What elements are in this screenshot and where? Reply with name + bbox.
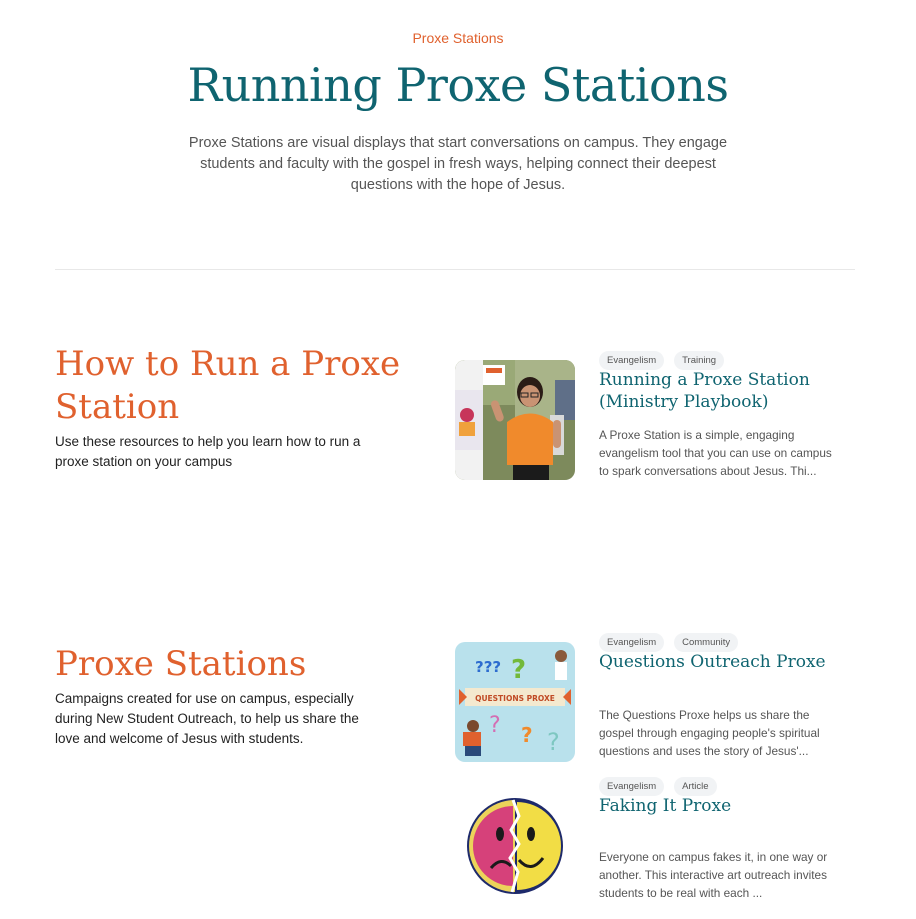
card-tags bbox=[599, 777, 717, 796]
section-divider bbox=[55, 269, 855, 270]
resource-card-faking-it[interactable] bbox=[455, 781, 855, 911]
card-tags bbox=[599, 633, 738, 652]
card-excerpt: Everyone on campus fakes it, in one way or another. This interactive art outreach invites students to be real with each ... bbox=[599, 850, 828, 900]
breadcrumb-category-link[interactable]: Proxe Stations bbox=[412, 30, 504, 46]
student-photo-image bbox=[455, 360, 575, 480]
split-smiley-face-image bbox=[455, 786, 575, 906]
card-title-link[interactable]: Questions Outreach Proxe bbox=[599, 652, 826, 672]
card-thumbnail-faking-it[interactable] bbox=[455, 786, 575, 906]
tag-community[interactable]: Community bbox=[674, 633, 738, 652]
section-title-how-to-run: How to Run a Proxe Station bbox=[55, 344, 401, 427]
tag-evangelism[interactable]: Evangelism bbox=[599, 777, 664, 796]
svg-text:?: ? bbox=[511, 655, 527, 685]
card-excerpt: The Questions Proxe helps us share the gospel through engaging people's spiritual questions and uses the story of Jesus'... bbox=[599, 708, 820, 758]
tag-evangelism[interactable]: Evangelism bbox=[599, 351, 664, 370]
card-tags bbox=[599, 351, 724, 370]
page-title: Running Proxe Stations bbox=[187, 58, 729, 112]
svg-text:?: ? bbox=[521, 723, 533, 747]
page-intro: Proxe Stations are visual displays that start conversations on campus. They engage students and faculty with the gospel in fresh ways, helping connect their deepest questions with the hope of Jesus. bbox=[188, 135, 728, 193]
tag-article[interactable]: Article bbox=[674, 777, 716, 796]
tag-evangelism[interactable]: Evangelism bbox=[599, 633, 664, 652]
svg-text:?: ? bbox=[489, 713, 501, 738]
resource-card-questions-outreach[interactable] bbox=[455, 637, 855, 767]
questions-illustration-image bbox=[455, 642, 575, 762]
resource-card-running-proxe-station[interactable] bbox=[455, 355, 855, 485]
svg-text:???: ??? bbox=[475, 658, 502, 676]
section-description-proxe-stations: Campaigns created for use on campus, especially during New Student Outreach, to help us share the love and welcome of Jesus with students. bbox=[55, 691, 359, 746]
card-title-link[interactable]: Running a Proxe Station (Ministry Playbook) bbox=[599, 370, 810, 412]
thumb-banner-label: QUESTIONS PROXE bbox=[475, 694, 555, 703]
tag-training[interactable]: Training bbox=[674, 351, 724, 370]
svg-text:?: ? bbox=[547, 728, 560, 756]
card-title-link[interactable]: Faking It Proxe bbox=[599, 796, 732, 816]
card-excerpt: A Proxe Station is a simple, engaging evangelism tool that you can use on campus to spark conversations about Jesus. Thi... bbox=[599, 428, 832, 478]
card-thumbnail-questions[interactable] bbox=[455, 642, 575, 762]
section-title-proxe-stations: Proxe Stations bbox=[55, 644, 307, 684]
card-thumbnail-photo[interactable] bbox=[455, 360, 575, 480]
section-description-how-to-run: Use these resources to help you learn how to run a proxe station on your campus bbox=[55, 434, 361, 469]
